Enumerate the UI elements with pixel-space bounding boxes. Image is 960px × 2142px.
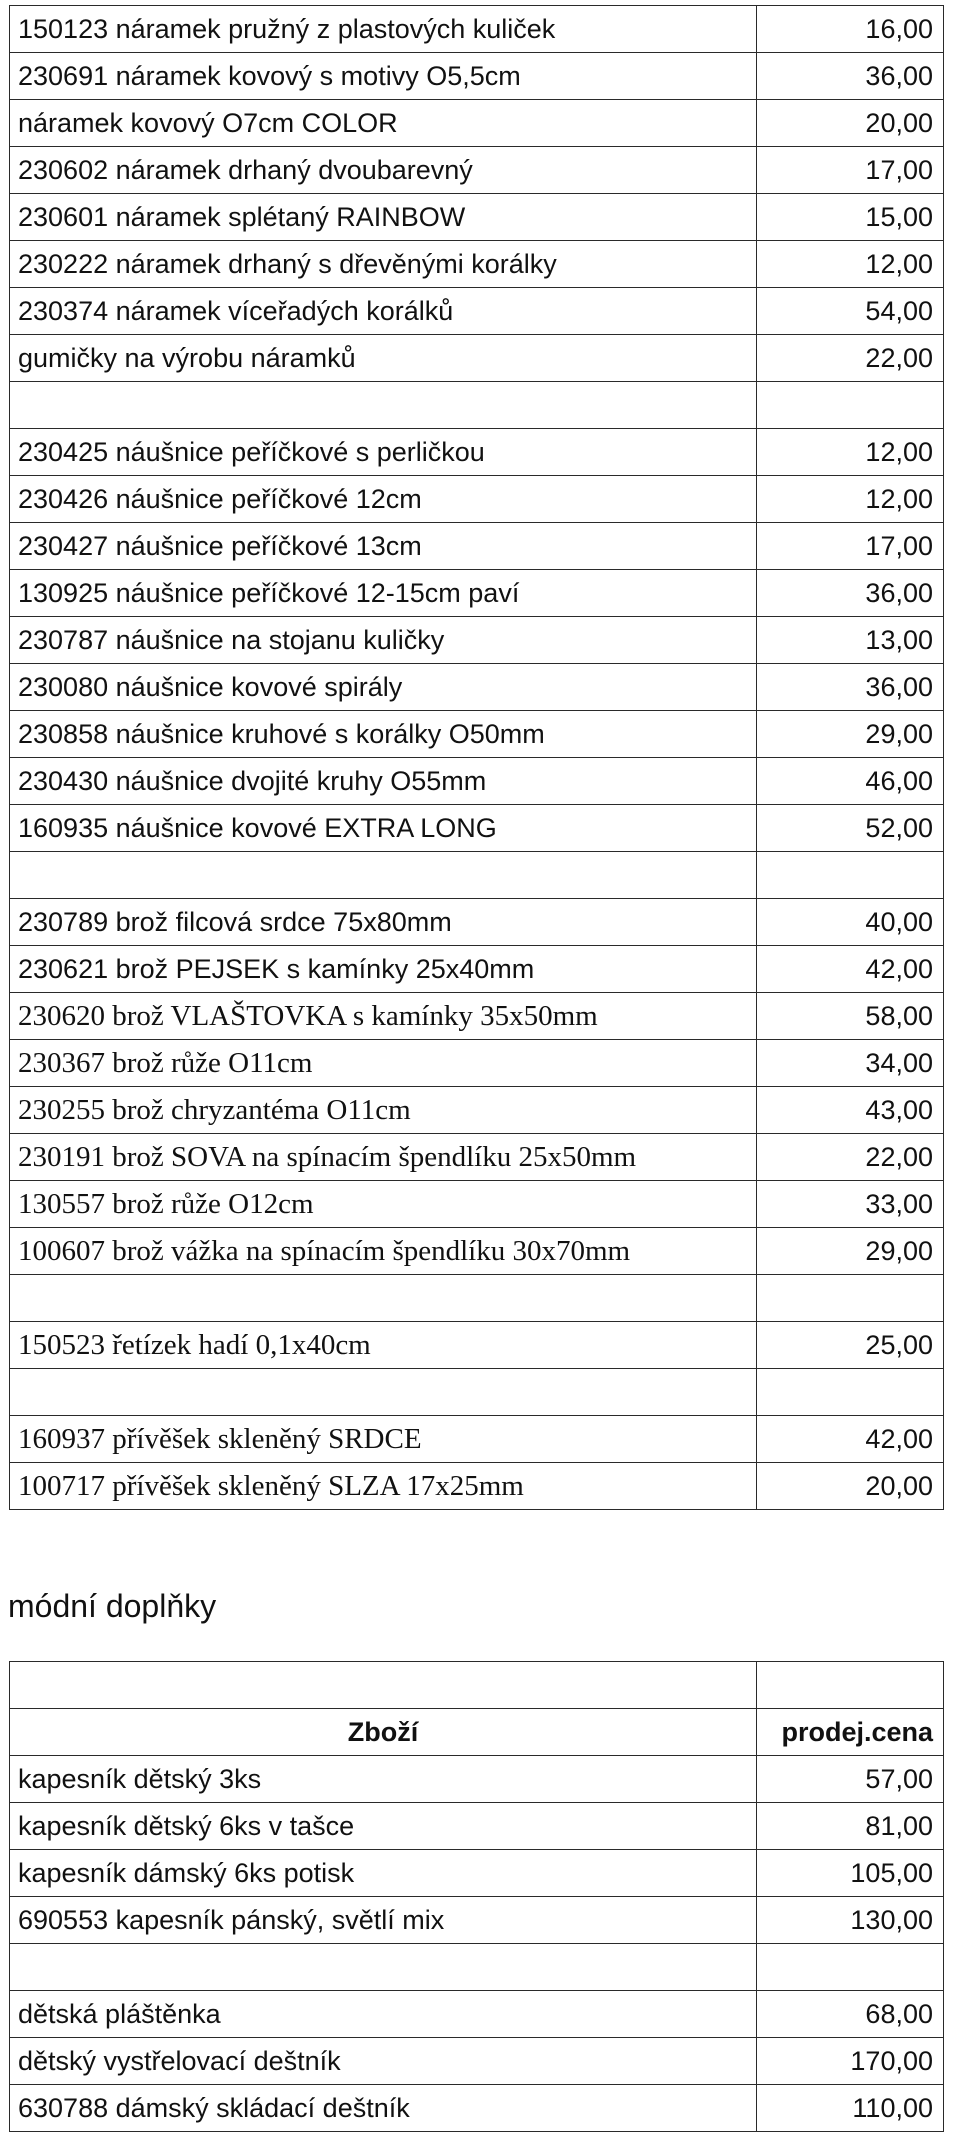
- table-row: [10, 852, 944, 899]
- item-price-cell: 22,00: [757, 1134, 944, 1181]
- item-price-cell: 42,00: [757, 946, 944, 993]
- table-row: [10, 2085, 944, 2132]
- item-price-cell: 17,00: [757, 147, 944, 194]
- price-table-accessories: [9, 1661, 944, 2132]
- item-price-cell: 29,00: [757, 1228, 944, 1275]
- item-name-cell: 230602 náramek drhaný dvoubarevný: [10, 147, 757, 194]
- item-name-cell: dětská pláštěnka: [10, 1991, 757, 2038]
- item-name-cell: 100717 přívěšek skleněný SLZA 17x25mm: [10, 1463, 757, 1510]
- item-price-cell: 12,00: [757, 476, 944, 523]
- table-row: [10, 53, 944, 100]
- item-name-cell: 230367 brož růže O11cm: [10, 1040, 757, 1087]
- item-name-cell: 230426 náušnice peříčkové 12cm: [10, 476, 757, 523]
- item-name-cell: 230222 náramek drhaný s dřevěnými korálky: [10, 241, 757, 288]
- table-row: [10, 711, 944, 758]
- table-blank-header-row: [10, 1662, 944, 1709]
- item-price-cell: [757, 852, 944, 899]
- column-header-goods: Zboží: [10, 1709, 757, 1756]
- table-row: [10, 570, 944, 617]
- item-name-cell: 230691 náramek kovový s motivy O5,5cm: [10, 53, 757, 100]
- item-price-cell: 105,00: [757, 1850, 944, 1897]
- item-name-cell: [10, 382, 757, 429]
- price-table-jewelry-body: [10, 6, 944, 1510]
- item-price-cell: 29,00: [757, 711, 944, 758]
- table-row: [10, 664, 944, 711]
- blank-cell: [10, 1662, 757, 1709]
- table-row: [10, 241, 944, 288]
- price-table-jewelry: [9, 5, 944, 1510]
- item-price-cell: [757, 382, 944, 429]
- table-row: [10, 1850, 944, 1897]
- item-name-cell: 230789 brož filcová srdce 75x80mm: [10, 899, 757, 946]
- item-name-cell: kapesník dětský 6ks v tašce: [10, 1803, 757, 1850]
- table-row: [10, 758, 944, 805]
- table-row: [10, 1416, 944, 1463]
- table-row: [10, 6, 944, 53]
- item-price-cell: 36,00: [757, 570, 944, 617]
- item-name-cell: dětský vystřelovací deštník: [10, 2038, 757, 2085]
- item-name-cell: 130925 náušnice peříčkové 12-15cm paví: [10, 570, 757, 617]
- item-name-cell: 630788 dámský skládací deštník: [10, 2085, 757, 2132]
- item-price-cell: 40,00: [757, 899, 944, 946]
- item-name-cell: [10, 1275, 757, 1322]
- item-name-cell: 230255 brož chryzantéma O11cm: [10, 1087, 757, 1134]
- item-price-cell: 42,00: [757, 1416, 944, 1463]
- item-name-cell: [10, 852, 757, 899]
- item-price-cell: 20,00: [757, 1463, 944, 1510]
- item-name-cell: 150523 řetízek hadí 0,1x40cm: [10, 1322, 757, 1369]
- item-price-cell: 15,00: [757, 194, 944, 241]
- item-name-cell: 100607 brož vážka na spínacím špendlíku 30x70mm: [10, 1228, 757, 1275]
- table-row: [10, 993, 944, 1040]
- table-header-row: [10, 1709, 944, 1756]
- item-name-cell: 230601 náramek splétaný RAINBOW: [10, 194, 757, 241]
- item-price-cell: 17,00: [757, 523, 944, 570]
- table-row: [10, 1134, 944, 1181]
- item-name-cell: 130557 brož růže O12cm: [10, 1181, 757, 1228]
- item-price-cell: 170,00: [757, 2038, 944, 2085]
- item-name-cell: 230080 náušnice kovové spirály: [10, 664, 757, 711]
- item-name-cell: 160937 přívěšek skleněný SRDCE: [10, 1416, 757, 1463]
- table-row: [10, 1275, 944, 1322]
- table-row: [10, 147, 944, 194]
- table-row: [10, 1756, 944, 1803]
- item-price-cell: 33,00: [757, 1181, 944, 1228]
- table-row: [10, 1991, 944, 2038]
- table-row: [10, 382, 944, 429]
- table-row: [10, 288, 944, 335]
- item-name-cell: 230787 náušnice na stojanu kuličky: [10, 617, 757, 664]
- item-price-cell: 22,00: [757, 335, 944, 382]
- table-row: [10, 1181, 944, 1228]
- table-row: [10, 1369, 944, 1416]
- section-title: módní doplňky: [8, 1588, 217, 1624]
- item-price-cell: 58,00: [757, 993, 944, 1040]
- item-name-cell: 230621 brož PEJSEK s kamínky 25x40mm: [10, 946, 757, 993]
- item-price-cell: [757, 1944, 944, 1991]
- item-price-cell: 110,00: [757, 2085, 944, 2132]
- item-name-cell: kapesník dámský 6ks potisk: [10, 1850, 757, 1897]
- item-price-cell: 12,00: [757, 241, 944, 288]
- item-price-cell: [757, 1275, 944, 1322]
- item-name-cell: 230430 náušnice dvojité kruhy O55mm: [10, 758, 757, 805]
- item-name-cell: 230427 náušnice peříčkové 13cm: [10, 523, 757, 570]
- item-price-cell: 16,00: [757, 6, 944, 53]
- item-price-cell: 36,00: [757, 664, 944, 711]
- table-row: [10, 617, 944, 664]
- table-row: [10, 1322, 944, 1369]
- item-name-cell: náramek kovový O7cm COLOR: [10, 100, 757, 147]
- item-name-cell: 160935 náušnice kovové EXTRA LONG: [10, 805, 757, 852]
- table-row: [10, 1087, 944, 1134]
- table-row: [10, 946, 944, 993]
- price-table-accessories-body: [10, 1662, 944, 2132]
- item-name-cell: gumičky na výrobu náramků: [10, 335, 757, 382]
- table-row: [10, 1228, 944, 1275]
- table-row: [10, 1040, 944, 1087]
- column-header-price: prodej.cena: [757, 1709, 944, 1756]
- item-price-cell: 36,00: [757, 53, 944, 100]
- table-row: [10, 899, 944, 946]
- table-row: [10, 1897, 944, 1944]
- item-price-cell: 13,00: [757, 617, 944, 664]
- item-name-cell: [10, 1369, 757, 1416]
- item-name-cell: [10, 1944, 757, 1991]
- table-row: [10, 1944, 944, 1991]
- table-row: [10, 523, 944, 570]
- item-price-cell: 54,00: [757, 288, 944, 335]
- blank-cell: [757, 1662, 944, 1709]
- table-row: [10, 2038, 944, 2085]
- item-price-cell: 34,00: [757, 1040, 944, 1087]
- item-price-cell: 68,00: [757, 1991, 944, 2038]
- item-name-cell: 230620 brož VLAŠTOVKA s kamínky 35x50mm: [10, 993, 757, 1040]
- item-name-cell: 230191 brož SOVA na spínacím špendlíku 25x50mm: [10, 1134, 757, 1181]
- table-row: [10, 1463, 944, 1510]
- item-price-cell: 43,00: [757, 1087, 944, 1134]
- table-row: [10, 476, 944, 523]
- table-row: [10, 194, 944, 241]
- item-name-cell: 690553 kapesník pánský, světlí mix: [10, 1897, 757, 1944]
- item-price-cell: 81,00: [757, 1803, 944, 1850]
- item-price-cell: 20,00: [757, 100, 944, 147]
- table-row: [10, 1803, 944, 1850]
- item-price-cell: 130,00: [757, 1897, 944, 1944]
- table-row: [10, 805, 944, 852]
- item-price-cell: 25,00: [757, 1322, 944, 1369]
- item-name-cell: 230425 náušnice peříčkové s perličkou: [10, 429, 757, 476]
- item-name-cell: 230858 náušnice kruhové s korálky O50mm: [10, 711, 757, 758]
- table-row: [10, 429, 944, 476]
- item-price-cell: 57,00: [757, 1756, 944, 1803]
- item-price-cell: 46,00: [757, 758, 944, 805]
- item-name-cell: 150123 náramek pružný z plastových kuliček: [10, 6, 757, 53]
- item-price-cell: 52,00: [757, 805, 944, 852]
- item-name-cell: 230374 náramek víceřadých korálků: [10, 288, 757, 335]
- item-name-cell: kapesník dětský 3ks: [10, 1756, 757, 1803]
- table-row: [10, 335, 944, 382]
- table-row: [10, 100, 944, 147]
- item-price-cell: [757, 1369, 944, 1416]
- item-price-cell: 12,00: [757, 429, 944, 476]
